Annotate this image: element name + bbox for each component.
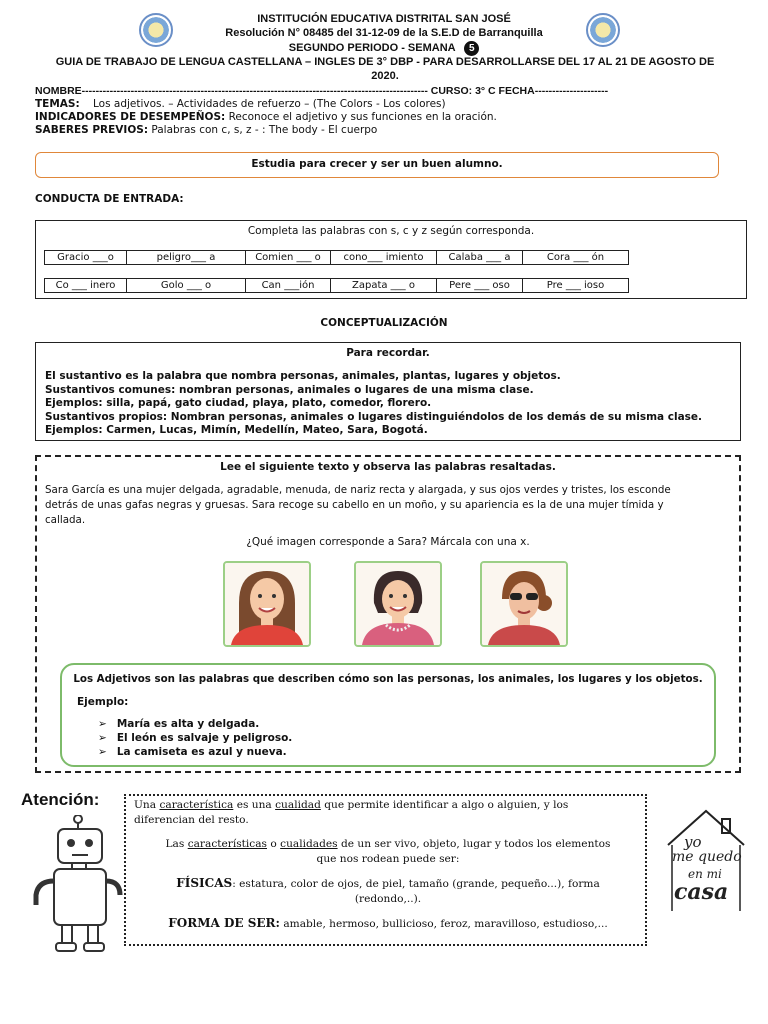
atencion-content (134, 798, 642, 932)
concept-line: Sustantivos comunes: nombran personas, animales o lugares de una misma clase. (45, 383, 534, 396)
badge-me-quedo: me quedo (672, 849, 742, 865)
motto-text: Estudia para crecer y ser un buen alumno. (251, 158, 503, 170)
temas-text: Los adjetivos. – Actividades de refuerzo – (The Colors - Los colores) (93, 98, 446, 110)
fisicas-line-2: (redondo,..). (354, 893, 422, 905)
arrow-bullet-icon: ➢ (98, 732, 107, 744)
motto-box (35, 152, 719, 178)
week-badge: 5 (464, 41, 479, 56)
word-cell[interactable]: Pere ___ oso (436, 278, 523, 293)
guide-year: 2020. (371, 70, 399, 82)
badge-yo: yo (684, 833, 702, 851)
reading-para: detrás de unas gafas negras y gruesas. Sara recoge su cabello en un moño, y su apariencia es la de una mujer tímida y (45, 499, 664, 511)
robot-illustration (28, 815, 128, 955)
portrait-option-1[interactable] (223, 561, 311, 647)
period-line (150, 41, 618, 56)
example-label: Ejemplo: (77, 696, 129, 708)
example-item: ➢ María es alta y delgada. (98, 718, 260, 730)
stay-home-badge (660, 805, 752, 915)
word-cell[interactable]: Pre ___ ioso (522, 278, 629, 293)
temas-line (35, 98, 446, 110)
atencion-p2-end: que nos rodean puede ser: (316, 853, 460, 865)
concept-title: CONCEPTUALIZACIÓN (320, 317, 448, 329)
word-cell[interactable]: Golo ___ o (126, 278, 246, 293)
reading-para: callada. (45, 514, 86, 526)
example-item: ➢ El león es salvaje y peligroso. (98, 732, 293, 744)
adjectives-box (60, 663, 716, 767)
badge-en-mi: en mi (688, 867, 722, 881)
fisicas-line: FÍSICAS: estatura, color de ojos, de piel, tamaño (grande, pequeño...), forma (176, 876, 600, 890)
period-text: SEGUNDO PERIODO - SEMANA (288, 42, 456, 54)
conducta-instruction: Completa las palabras con s, c y z según corresponda. (247, 225, 535, 237)
temas-label: TEMAS: (35, 98, 80, 110)
word-cell[interactable]: Gracio ___o (44, 250, 127, 265)
forma-line: FORMA DE SER: amable, hermoso, bullicioso, feroz, maravilloso, estudioso,... (168, 916, 608, 930)
arrow-bullet-icon: ➢ (98, 718, 107, 730)
saberes-line (35, 124, 377, 136)
arrow-bullet-icon: ➢ (98, 746, 107, 758)
concept-line: Sustantivos propios: Nombran personas, animales o lugares distinguiéndolos de los demás de su misma clase. (45, 410, 703, 423)
word-cell[interactable]: Zapata ___ o (330, 278, 437, 293)
indicadores-line (35, 111, 497, 123)
word-cell[interactable]: Can ___ión (245, 278, 331, 293)
conducta-title: CONDUCTA DE ENTRADA: (35, 193, 184, 205)
atencion-p1-end: diferencian del resto. (134, 814, 249, 826)
concept-line: El sustantivo es la palabra que nombra personas, animales, plantas, lugares y objetos. (45, 370, 561, 382)
guide-title: GUIA DE TRABAJO DE LENGUA CASTELLANA – INGLES DE 3° DBP - PARA DESARROLLARSE DEL 17 AL 21 DE AGOSTO DE (55, 56, 715, 68)
saberes-text: Palabras con c, s, z - : The body - El cuerpo (151, 124, 378, 136)
school-name: INSTITUCIÓN EDUCATIVA DISTRITAL SAN JOSÉ (257, 13, 511, 25)
reading-title: Lee el siguiente texto y observa las palabras resaltadas. (220, 461, 556, 473)
indicadores-text: Reconoce el adjetivo y sus funciones en la oración. (228, 111, 497, 123)
atencion-p2: Las características o cualidades de un ser vivo, objeto, lugar y todos los elementos (165, 838, 611, 850)
concept-box-title: Para recordar. (346, 347, 430, 359)
word-cell[interactable]: Cora ___ ón (522, 250, 629, 265)
saberes-label: SABERES PREVIOS: (35, 124, 149, 136)
word-cell[interactable]: cono___ imiento (330, 250, 437, 265)
concept-line: Ejemplos: silla, papá, gato ciudad, playa, plato, comedor, florero. (45, 397, 432, 409)
word-cell[interactable]: peligro___ a (126, 250, 246, 265)
concept-line: Ejemplos: Carmen, Lucas, Mimín, Medellín, Mateo, Sara, Bogotá. (45, 424, 428, 436)
indicadores-label: INDICADORES DE DESEMPEÑOS: (35, 111, 226, 123)
atencion-label: Atención: (21, 790, 100, 809)
concept-box (35, 342, 741, 441)
portrait-option-3[interactable] (480, 561, 568, 647)
resolution: Resolución N° 08485 del 31-12-09 de la S.E.D de Barranquilla (225, 27, 543, 39)
name-line: NOMBRE--------------------------------------------------------------------------------------------------- CURSO: 3° C FECHA--------------------- (35, 85, 609, 97)
reading-para: Sara García es una mujer delgada, agradable, menuda, de nariz recta y alargada, y sus ojos verdes y tristes, los esconde (45, 484, 671, 496)
portrait-option-2[interactable] (354, 561, 442, 647)
adjectives-definition: Los Adjetivos son las palabras que describen cómo son las personas, los animales, los lugares y los objetos. (73, 673, 703, 685)
reading-question: ¿Qué imagen corresponde a Sara? Márcala con una x. (246, 536, 530, 548)
word-cell[interactable]: Co ___ inero (44, 278, 127, 293)
example-item: ➢ La camiseta es azul y nueva. (98, 746, 287, 758)
word-cell[interactable]: Calaba ___ a (436, 250, 523, 265)
atencion-p1: Una característica es una cualidad que permite identificar a algo o alguien, y los (134, 799, 569, 811)
word-cell[interactable]: Comien ___ o (245, 250, 331, 265)
badge-casa: casa (674, 879, 729, 905)
